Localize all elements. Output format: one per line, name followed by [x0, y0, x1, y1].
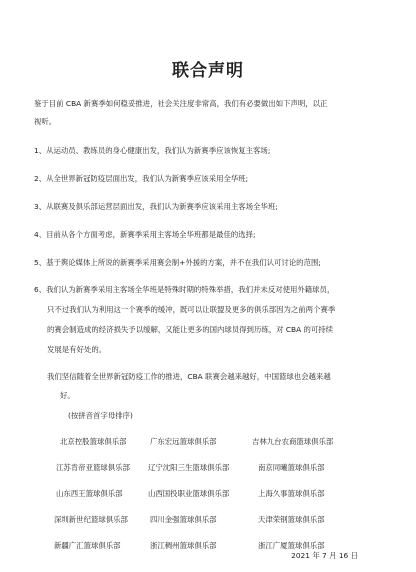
club-name: 山西国投职业篮球俱乐部 — [148, 489, 230, 498]
intro-line-2: 视听。 — [34, 117, 57, 126]
point-5: 5、基于舆论媒体上所说的新赛季采用赛会制+外援的方案，并不在我们认可讨论的范围; — [34, 258, 321, 267]
club-name: 四川金强篮球俱乐部 — [150, 515, 217, 524]
club-name: 江苏肯帝亚篮球俱乐部 — [56, 463, 130, 472]
point-6-line-2: 只不过我们认为利用这一个赛季的缓冲，既可以让联盟及更多的俱乐部因为之前两个赛季 — [47, 305, 336, 314]
club-name: 吉林九台农商篮球俱乐部 — [252, 437, 334, 446]
point-6-line-3: 的赛会制造成的经济损失予以缓解，又能让更多的国内球员得到历练，对 CBA 的可持续 — [47, 325, 334, 334]
club-name: 北京控股篮球俱乐部 — [60, 437, 127, 446]
club-name: 辽宁沈阳三生篮球俱乐部 — [148, 463, 230, 472]
closing-line-1: 我们坚信随着全世界新冠防疫工作的推进，CBA 联赛会越来越好，中国篮球也会越来越 — [47, 372, 331, 381]
club-name: 南京同曦篮球俱乐部 — [258, 463, 325, 472]
sort-note: (按拼音首字母排序) — [68, 411, 133, 420]
club-name: 上海久事篮球俱乐部 — [258, 489, 325, 498]
closing-line-2: 好。 — [60, 391, 75, 400]
point-6-line-1: 6、我们认为新赛季采用主客场全华班是特殊时期的特殊举措，我们并未反对使用外籍球员， — [34, 285, 335, 294]
club-name: 山东西王篮球俱乐部 — [56, 489, 123, 498]
club-name: 天津荣钢篮球俱乐部 — [258, 515, 325, 524]
point-3: 3、从联赛及俱乐部运营层面出发，我们认为新赛季应该采用主客场全华班; — [34, 202, 278, 211]
club-name: 浙江广厦篮球俱乐部 — [258, 541, 325, 550]
point-6-line-4: 发展是有好处的。 — [47, 345, 107, 354]
club-name: 广东宏远篮球俱乐部 — [150, 437, 217, 446]
point-1: 1、从运动员、教练员的身心健康出发，我们认为新赛季应该恢复主客场; — [34, 146, 271, 155]
statement-date: 2021 年 7 月 16 日 — [291, 551, 358, 560]
club-name: 浙江稠州篮球俱乐部 — [150, 541, 217, 550]
club-name: 新疆广汇篮球俱乐部 — [54, 541, 121, 550]
point-4: 4、目前从各个方面考虑，新赛季采用主客场全华班都是最佳的选择; — [34, 230, 256, 239]
club-name: 深圳新世纪篮球俱乐部 — [54, 515, 128, 524]
intro-line-1: 鉴于目前 CBA 新赛季如何稳妥推进，社会关注度非常高，我们有必要做出如下声明，以正 — [34, 99, 328, 108]
point-2: 2、从全世界新冠防疫层面出发，我们认为新赛季应该采用全华班; — [34, 174, 249, 183]
page-title: 联合声明 — [172, 61, 244, 81]
